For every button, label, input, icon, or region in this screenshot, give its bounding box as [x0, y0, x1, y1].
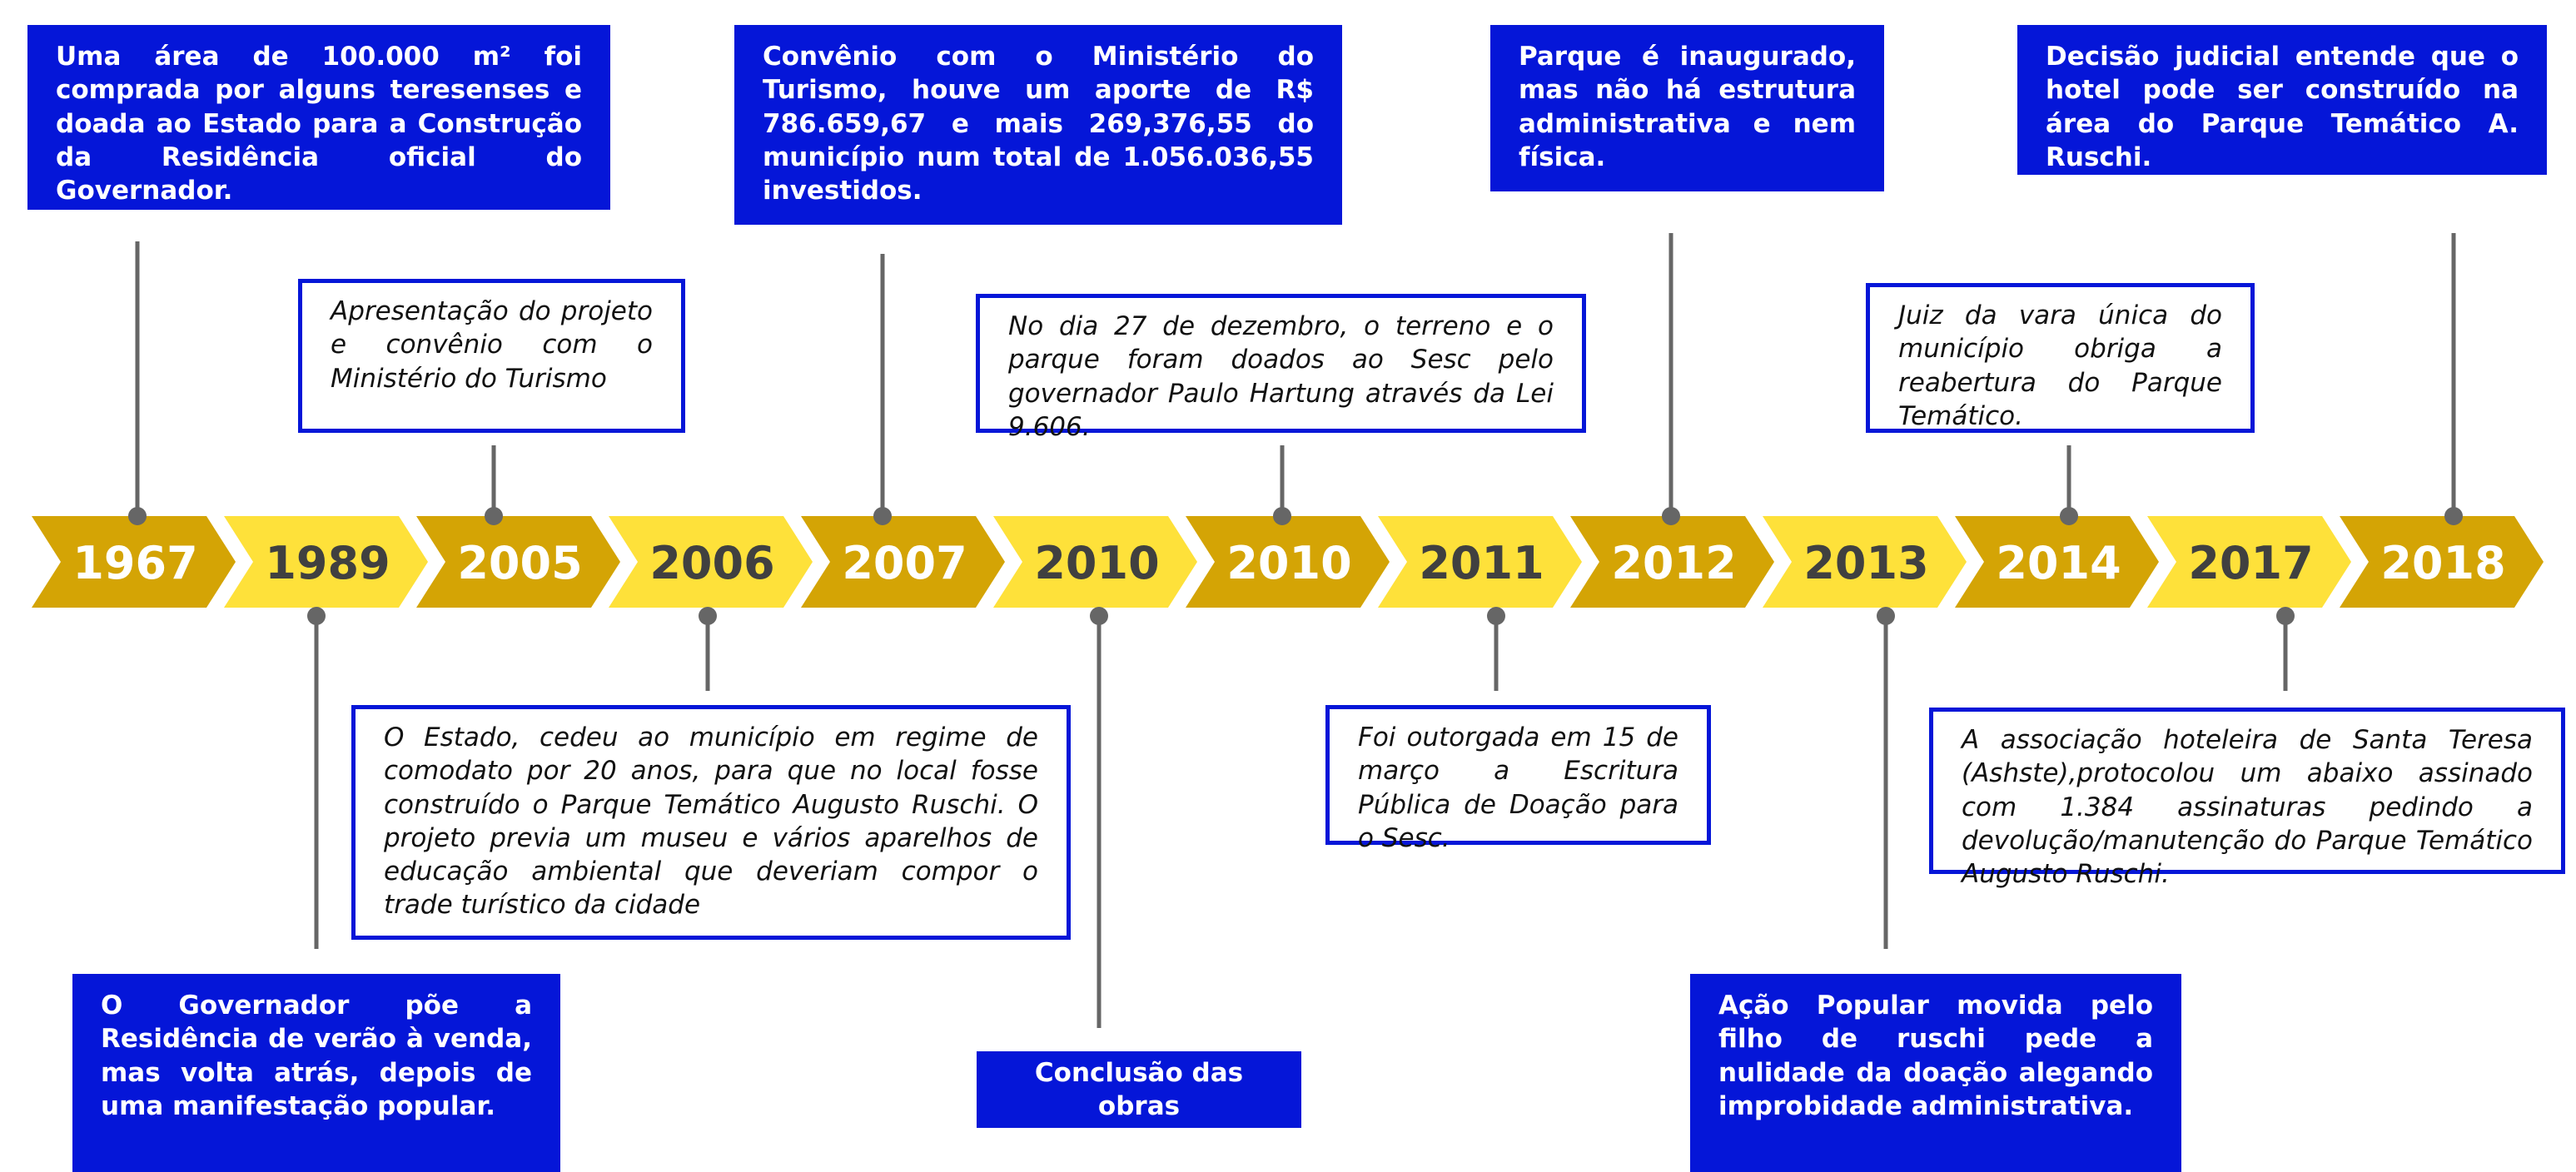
connector-dot-12 — [2444, 507, 2463, 525]
connector-dot-6 — [1273, 507, 1291, 525]
event-box-2007 — [734, 25, 1342, 225]
connector-dot-4 — [873, 507, 892, 525]
event-text: Foi outorgada em 15 de março a Escritura Pública de Doação para o Sesc. — [1358, 723, 1678, 853]
year-label-11: 2017 — [2188, 537, 2314, 589]
connector-dot-9 — [1877, 607, 1895, 625]
event-text: O Estado, cedeu ao município em regime de comodato por 20 anos, para que no local fosse construído o Parque Temático Augusto Ruschi. O projeto previa um museu e vários aparelhos de educação ambiental que deveriam compor o trade turístico da cidade — [384, 723, 1038, 921]
year-label-8: 2012 — [1611, 537, 1737, 589]
year-label-5: 2010 — [1034, 537, 1160, 589]
event-text: Uma área de 100.000 m² foi comprada por alguns teresenses e doada ao Estado para a Construção da Residência oficial do Governador. — [56, 42, 582, 206]
year-label-12: 2018 — [2380, 537, 2506, 589]
event-text: Conclusão das obras — [1034, 1057, 1244, 1121]
event-text: Decisão judicial entende que o hotel pode ser construído na área do Parque Temático A. Ruschi. — [2046, 42, 2519, 172]
connector-dot-10 — [2060, 507, 2078, 525]
year-label-7: 2011 — [1419, 537, 1544, 589]
year-label-1: 1989 — [265, 537, 390, 589]
event-box-2018 — [2017, 25, 2547, 175]
year-label-3: 2006 — [649, 537, 775, 589]
connector-dot-5 — [1090, 607, 1108, 625]
event-box-2010a — [977, 1051, 1301, 1128]
year-label-0: 1967 — [72, 537, 198, 589]
year-label-6: 2010 — [1226, 537, 1352, 589]
connector-dot-3 — [699, 607, 717, 625]
event-text: A associação hoteleira de Santa Teresa (Ashste),protocolou um abaixo assinado com 1.384 assinaturas pedindo a devolução/manutenção do Parque Temático Augusto Ruschi. — [1962, 725, 2533, 890]
connector-dot-1 — [307, 607, 326, 625]
event-box-2017 — [1929, 708, 2565, 890]
connector-dot-8 — [1662, 507, 1680, 525]
event-text: Apresentação do projeto e convênio com o Ministério do Turismo — [331, 296, 653, 394]
year-label-2: 2005 — [457, 537, 583, 589]
connector-dot-0 — [128, 507, 147, 525]
year-label-9: 2013 — [1803, 537, 1929, 589]
event-text: O Governador põe a Residência de verão à venda, mas volta atrás, depois de uma manifestação popular. — [101, 991, 532, 1121]
connector-dot-7 — [1487, 607, 1505, 625]
event-text: Ação Popular movida pelo filho de ruschi pede a nulidade da doação alegando improbidade administrativa. — [1718, 991, 2153, 1121]
event-box-1989 — [72, 974, 560, 1172]
event-text: No dia 27 de dezembro, o terreno e o parque foram doados ao Sesc pelo governador Paulo Hartung através da Lei 9.606. — [1008, 311, 1554, 442]
event-box-2006 — [351, 705, 1071, 940]
connector-dot-2 — [485, 507, 503, 525]
event-box-2013 — [1690, 974, 2181, 1172]
year-label-10: 2014 — [1996, 537, 2121, 589]
event-text: Parque é inaugurado, mas não há estrutura administrativa e nem física. — [1519, 42, 1856, 172]
year-label-4: 2007 — [842, 537, 967, 589]
event-box-2011 — [1325, 705, 1711, 853]
event-box-2014 — [1866, 283, 2255, 433]
connector-dot-11 — [2276, 607, 2295, 625]
event-box-2005 — [298, 279, 685, 433]
event-box-2010b — [976, 294, 1586, 442]
event-text: Juiz da vara única do município obriga a reabertura do Parque Temático. — [1898, 300, 2222, 431]
event-box-2012 — [1490, 25, 1884, 191]
event-text: Convênio com o Ministério do Turismo, houve um aporte de R$ 786.659,67 e mais 269,376,55 do município num total de 1.056.036,55 investidos. — [763, 42, 1314, 206]
event-box-1967 — [27, 25, 610, 210]
